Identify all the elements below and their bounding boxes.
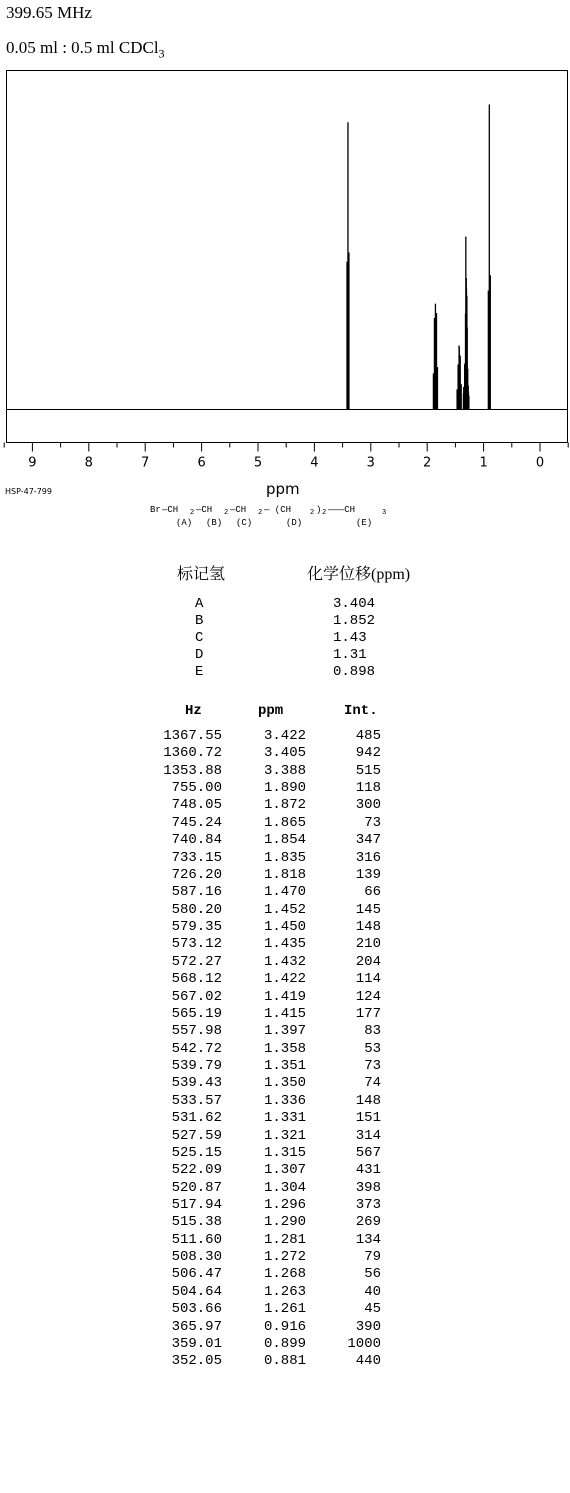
peak-hz-cell: 542.72 — [171, 1040, 222, 1057]
assignment-shift: 1.43 — [333, 630, 367, 646]
peak-ppm-cell: 1.281 — [263, 1231, 306, 1248]
peak-table-row — [0, 763, 570, 780]
peak-int-cell: 398 — [355, 1179, 381, 1196]
structure-label-c: (C) — [236, 518, 253, 528]
peak-ppm-cell: 1.818 — [263, 866, 306, 883]
peak-int-cell: 431 — [355, 1162, 381, 1179]
structure-label-a: (A) — [176, 518, 193, 528]
peak-ppm-cell: 1.415 — [263, 1005, 306, 1022]
peak-hz-cell: 365.97 — [171, 1318, 222, 1335]
peak-table-row — [0, 919, 570, 936]
assignment-header-shift: 化学位移(ppm) — [307, 566, 411, 583]
peak-int-cell: 114 — [355, 971, 381, 988]
peak-table-row — [0, 1353, 570, 1370]
peak-int-cell: 1000 — [347, 1335, 381, 1352]
peak-int-cell: 300 — [355, 797, 381, 814]
assignment-label: D — [195, 647, 204, 663]
peak-hz-cell: 506.47 — [171, 1266, 222, 1283]
x-tick-label: 8 — [84, 455, 93, 471]
peak-int-cell: 66 — [364, 884, 381, 901]
peak-header-ppm: ppm — [258, 703, 284, 719]
peak-int-cell: 79 — [364, 1249, 381, 1266]
peak-int-cell: 148 — [355, 919, 381, 936]
peak-table-row — [0, 797, 570, 814]
peak-ppm-cell: 1.872 — [263, 797, 306, 814]
sample-concentration — [6, 38, 165, 61]
x-tick-label: 5 — [253, 455, 263, 471]
peak-ppm-cell: 1.452 — [263, 901, 306, 918]
peak-ppm-cell: 1.272 — [263, 1249, 306, 1266]
peak-hz-cell: 740.84 — [171, 832, 222, 849]
peak-ppm-cell: 3.388 — [263, 762, 306, 779]
peak-ppm-cell: 1.854 — [263, 832, 306, 849]
assignment-label: C — [195, 630, 204, 646]
peak-hz-cell: 579.35 — [171, 919, 222, 936]
peak-int-cell: 124 — [355, 988, 381, 1005]
peak-int-cell: 134 — [355, 1231, 381, 1248]
peak-int-cell: 74 — [364, 1075, 381, 1092]
peak-ppm-cell: 1.397 — [263, 1023, 306, 1040]
peak-table-row — [0, 1266, 570, 1283]
assignment-label: B — [195, 613, 204, 629]
peak-hz-cell: 567.02 — [171, 988, 222, 1005]
peak-ppm-cell: 1.432 — [263, 953, 306, 970]
peak-table-row — [0, 745, 570, 762]
peak-table-row — [0, 1093, 570, 1110]
x-axis-label: ppm — [266, 480, 300, 498]
sample-subscript: 3 — [158, 46, 165, 61]
peak-ppm-cell: 1.865 — [263, 814, 306, 831]
peak-hz-cell: 527.59 — [171, 1127, 222, 1144]
peak-table-row — [0, 1284, 570, 1301]
plot-frame — [7, 71, 568, 443]
peak-hz-cell: 565.19 — [171, 1005, 222, 1022]
peak-hz-cell: 726.20 — [171, 866, 222, 883]
peak-int-cell: 485 — [355, 728, 381, 744]
peak-ppm-cell: 0.916 — [263, 1318, 306, 1335]
peak-table-row — [0, 989, 570, 1006]
formula-ch2-d: — (CH — [264, 505, 292, 515]
formula-sub-e: 3 — [382, 509, 387, 517]
x-tick-label: 1 — [479, 455, 488, 471]
formula-bromine: Br — [150, 505, 161, 515]
peak-table-row — [0, 1162, 570, 1179]
peak-int-cell: 83 — [364, 1023, 381, 1040]
peak-int-cell: 118 — [355, 780, 381, 797]
peak-hz-cell: 572.27 — [171, 953, 222, 970]
peak-ppm-cell: 1.304 — [263, 1179, 306, 1196]
x-tick-label: 9 — [28, 455, 37, 471]
peak-int-cell: 390 — [355, 1318, 381, 1335]
peak-header-hz: Hz — [185, 703, 202, 719]
peak-table-row — [0, 1214, 570, 1231]
peak-int-cell: 40 — [364, 1283, 381, 1300]
peak-ppm-cell: 1.307 — [263, 1162, 306, 1179]
peak-int-cell: 53 — [364, 1040, 381, 1057]
peak-ppm-cell: 1.315 — [263, 1144, 306, 1161]
peak-ppm-cell: 1.331 — [263, 1110, 306, 1127]
x-tick-label: 3 — [366, 455, 375, 471]
peak-ppm-cell: 0.881 — [263, 1353, 306, 1370]
peak-hz-cell: 504.64 — [171, 1283, 222, 1300]
x-tick-label: 4 — [310, 455, 319, 471]
peak-table-row — [0, 1319, 570, 1336]
spectrum-code-label: HSP-47-799 — [5, 487, 52, 496]
peak-hz-cell: 525.15 — [171, 1144, 222, 1161]
assignment-shift: 1.31 — [333, 647, 367, 663]
x-tick-label: 2 — [423, 455, 432, 471]
structure-label-b: (B) — [206, 518, 223, 528]
peak-int-cell: 151 — [355, 1110, 381, 1127]
peak-hz-cell: 522.09 — [171, 1162, 222, 1179]
peak-table-row — [0, 832, 570, 849]
peak-hz-cell: 531.62 — [171, 1110, 222, 1127]
peak-ppm-cell: 1.336 — [263, 1092, 306, 1109]
formula-ch3: ———CH — [328, 505, 356, 515]
peak-int-cell: 269 — [355, 1214, 381, 1231]
peak-ppm-cell: 1.321 — [263, 1127, 306, 1144]
peak-ppm-cell: 1.351 — [263, 1058, 306, 1075]
formula-ch2-a: —CH — [162, 505, 179, 515]
peak-ppm-cell: 3.405 — [263, 745, 306, 762]
peak-int-cell: 515 — [355, 762, 381, 779]
peak-int-cell: 56 — [364, 1266, 381, 1283]
peak-table-row — [0, 1006, 570, 1023]
peak-hz-cell: 568.12 — [171, 971, 222, 988]
x-tick-label: 0 — [535, 455, 545, 471]
peak-ppm-cell: 1.261 — [263, 1301, 306, 1318]
x-tick-label: 6 — [197, 455, 206, 471]
peak-table-row — [0, 850, 570, 867]
peak-hz-cell: 539.43 — [171, 1075, 222, 1092]
formula-repeat-count: 2 — [322, 509, 327, 517]
peak-hz-cell: 1360.72 — [163, 745, 222, 762]
peak-ppm-cell: 1.450 — [263, 919, 306, 936]
peak-table-row — [0, 1023, 570, 1040]
structure-label-d: (D) — [286, 518, 303, 528]
peak-ppm-cell: 1.422 — [263, 971, 306, 988]
peak-int-cell: 942 — [355, 745, 381, 762]
formula-paren-close: ) — [316, 505, 322, 515]
peak-int-cell: 373 — [355, 1196, 381, 1213]
peak-header-int: Int. — [344, 703, 378, 719]
formula-sub-c: 2 — [258, 509, 263, 517]
peak-ppm-cell: 1.835 — [263, 849, 306, 866]
peak-int-cell: 314 — [355, 1127, 381, 1144]
peak-table-row — [0, 1058, 570, 1075]
peak-hz-cell: 508.30 — [171, 1249, 222, 1266]
structure-formula-row — [150, 505, 430, 518]
peak-int-cell: 73 — [364, 814, 381, 831]
assignment-label: E — [195, 664, 204, 680]
peak-ppm-cell: 1.419 — [263, 988, 306, 1005]
peak-int-cell: 139 — [355, 866, 381, 883]
peak-table-row — [0, 1232, 570, 1249]
assignment-shift: 0.898 — [333, 664, 376, 680]
peak-hz-cell: 515.38 — [171, 1214, 222, 1231]
assignment-label: A — [195, 596, 204, 612]
peak-hz-cell: 1367.55 — [163, 728, 222, 744]
peak-hz-cell: 352.05 — [171, 1353, 222, 1370]
formula-sub-b: 2 — [224, 509, 229, 517]
formula-ch2-b: —CH — [196, 505, 213, 515]
formula-ch2-c: —CH — [230, 505, 247, 515]
peak-table-row — [0, 815, 570, 832]
structure-label-e: (E) — [356, 518, 373, 528]
peak-hz-cell: 733.15 — [171, 849, 222, 866]
peak-hz-cell: 1353.88 — [163, 762, 222, 779]
peak-int-cell: 148 — [355, 1092, 381, 1109]
peak-table-row — [0, 954, 570, 971]
assignment-shift: 3.404 — [333, 596, 376, 612]
peak-int-cell: 440 — [355, 1353, 381, 1370]
peak-table-row — [0, 1128, 570, 1145]
peak-int-cell: 145 — [355, 901, 381, 918]
peak-ppm-cell: 3.422 — [263, 728, 306, 744]
peak-hz-cell: 745.24 — [171, 814, 222, 831]
peak-int-cell: 177 — [355, 1005, 381, 1022]
assignment-header-label: 标记氢 — [177, 566, 226, 583]
peak-hz-cell: 748.05 — [171, 797, 222, 814]
spectrometer-frequency: 399.65 MHz — [6, 3, 92, 22]
peak-table-row — [0, 884, 570, 901]
peak-table-row — [0, 780, 570, 797]
peak-ppm-cell: 1.890 — [263, 780, 306, 797]
peak-ppm-cell: 1.296 — [263, 1196, 306, 1213]
peak-table-row — [0, 1249, 570, 1266]
peak-table-row — [0, 1075, 570, 1092]
peak-int-cell: 347 — [355, 832, 381, 849]
peak-int-cell: 204 — [355, 953, 381, 970]
peak-table-row — [0, 902, 570, 919]
peak-ppm-cell: 1.268 — [263, 1266, 306, 1283]
peak-ppm-cell: 1.263 — [263, 1283, 306, 1300]
structure-labels-row — [150, 518, 430, 531]
peak-int-cell: 73 — [364, 1058, 381, 1075]
peak-table-row — [0, 936, 570, 953]
peak-hz-cell: 511.60 — [171, 1231, 222, 1248]
molecular-structure — [150, 505, 430, 531]
peak-hz-cell: 557.98 — [171, 1023, 222, 1040]
assignment-shift: 1.852 — [333, 613, 376, 629]
peak-ppm-cell: 1.470 — [263, 884, 306, 901]
x-axis-ticks — [4, 443, 568, 471]
formula-sub-a: 2 — [190, 509, 195, 517]
peak-int-cell: 45 — [364, 1301, 381, 1318]
sample-concentration-text: 0.05 ml : 0.5 ml CDCl — [6, 38, 159, 57]
peak-hz-cell: 359.01 — [171, 1335, 222, 1352]
peak-int-cell: 316 — [355, 849, 381, 866]
peak-table-row — [0, 1180, 570, 1197]
peak-hz-cell: 573.12 — [171, 936, 222, 953]
spectrum-peaks — [347, 105, 490, 410]
peak-ppm-cell: 0.899 — [263, 1335, 306, 1352]
peak-table-row — [0, 1110, 570, 1127]
peak-table-row — [0, 728, 570, 745]
peak-table-row — [0, 1336, 570, 1353]
peak-hz-cell: 503.66 — [171, 1301, 222, 1318]
peak-hz-cell: 580.20 — [171, 901, 222, 918]
peak-int-cell: 210 — [355, 936, 381, 953]
peak-hz-cell: 520.87 — [171, 1179, 222, 1196]
peak-hz-cell: 539.79 — [171, 1058, 222, 1075]
formula-sub-d: 2 — [310, 509, 315, 517]
peak-ppm-cell: 1.435 — [263, 936, 306, 953]
peak-ppm-cell: 1.350 — [263, 1075, 306, 1092]
peak-hz-cell: 533.57 — [171, 1092, 222, 1109]
peak-table-row — [0, 867, 570, 884]
peak-hz-cell: 755.00 — [171, 780, 222, 797]
peak-table-row — [0, 1145, 570, 1162]
peak-hz-cell: 517.94 — [171, 1196, 222, 1213]
x-tick-label: 7 — [141, 455, 150, 471]
peak-int-cell: 567 — [355, 1144, 381, 1161]
peak-table-row — [0, 1041, 570, 1058]
nmr-spectrum-chart — [0, 70, 570, 480]
peak-hz-cell: 587.16 — [171, 884, 222, 901]
peak-ppm-cell: 1.290 — [263, 1214, 306, 1231]
peak-table-row — [0, 1197, 570, 1214]
peak-table-row — [0, 971, 570, 988]
peak-ppm-cell: 1.358 — [263, 1040, 306, 1057]
peak-table-row — [0, 1301, 570, 1318]
